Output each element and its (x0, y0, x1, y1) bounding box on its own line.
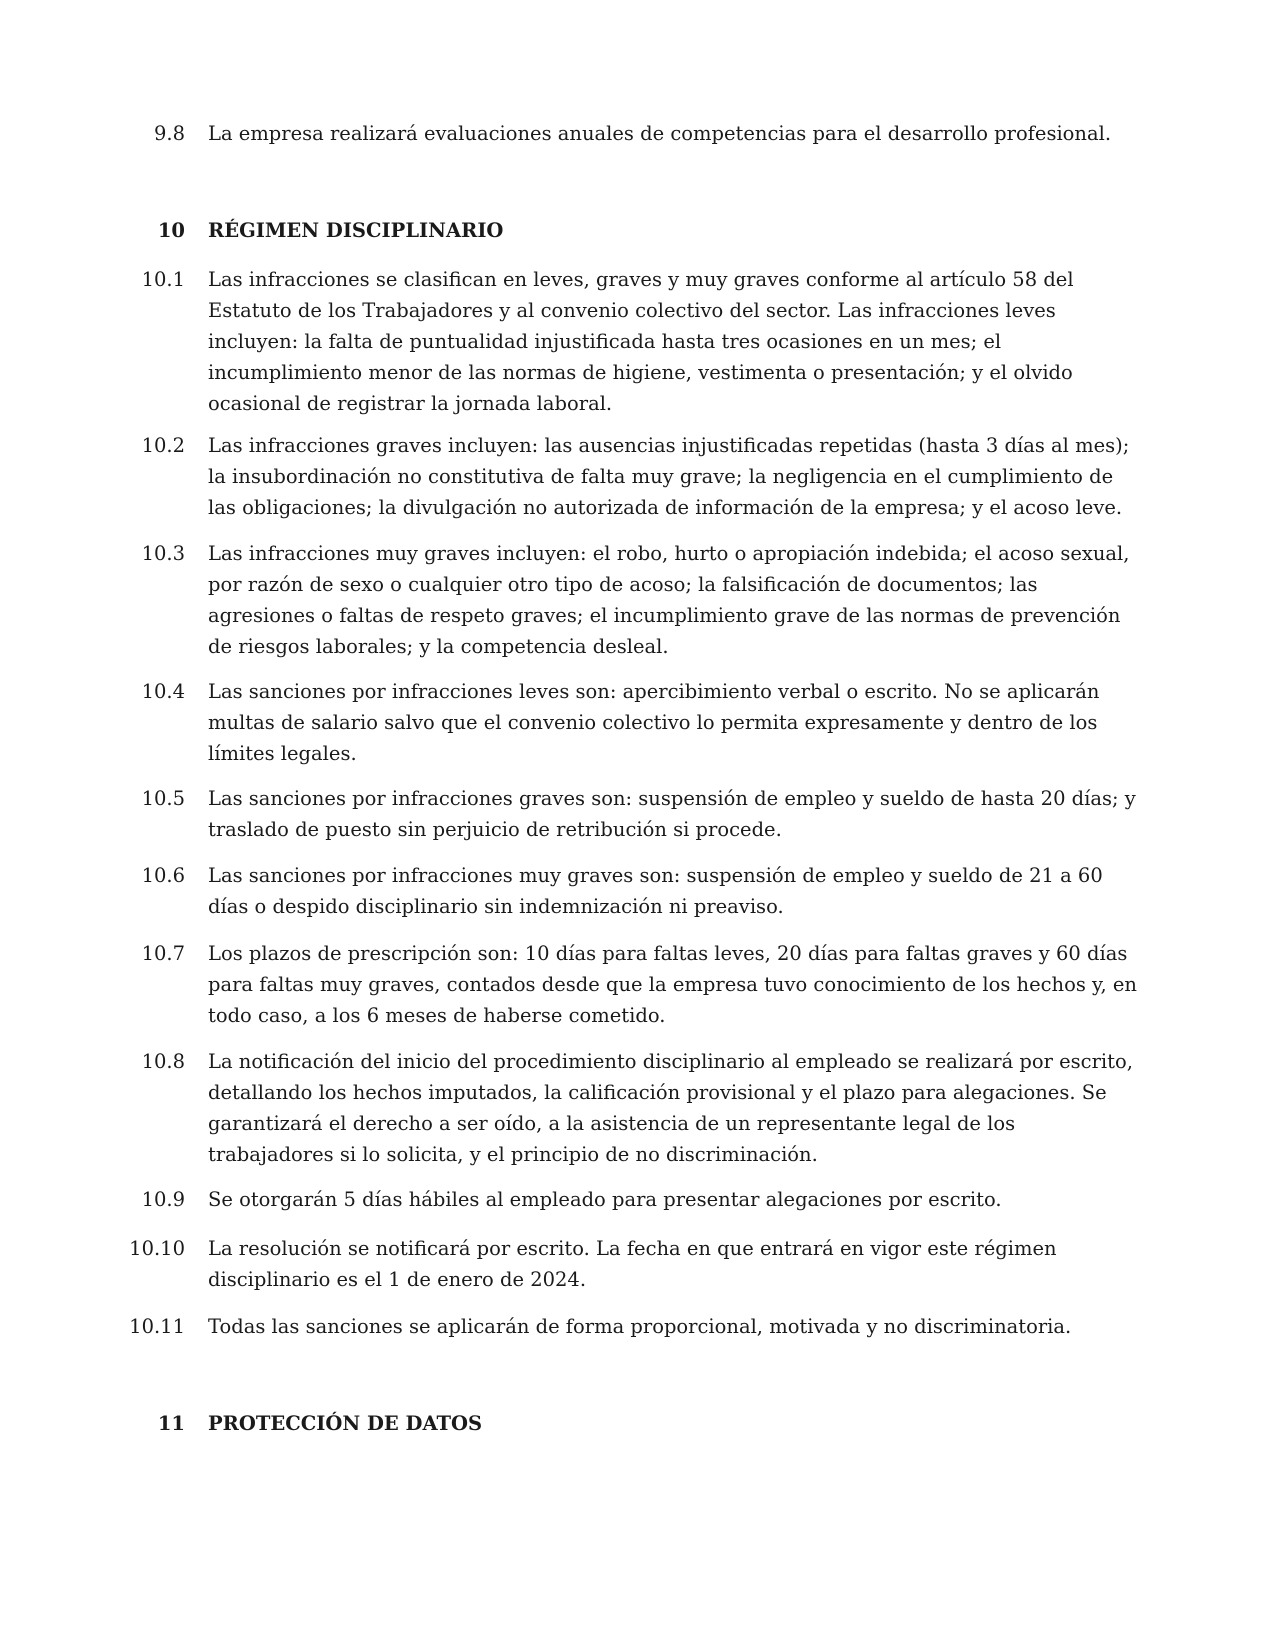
clause-text: La notificación del inicio del procedimiento disciplinario al empleado se realizará por escrito, detallando los hechos imputados, la calificación provisional y el plazo para alegaciones. Se garantizará el derecho a ser oído, a la asistencia de un representante legal de los trabajadores si lo solicita, y el principio de no discriminación. (208, 1050, 1133, 1166)
clause-number: 10.6 (141, 864, 185, 887)
clause-number: 10.4 (141, 680, 185, 703)
clause-number: 10.7 (141, 942, 185, 965)
clause-text: Las infracciones se clasifican en leves, graves y muy graves conforme al artículo 58 del Estatuto de los Trabajadores y al convenio colectivo del sector. Las infracciones leves incluyen: la falta de puntualidad injustificada hasta tres ocasiones en un mes; el incumplimiento menor de las normas de higiene, vestimenta o presentación; y el olvido ocasional de registrar la jornada laboral. (208, 268, 1074, 415)
clause-number: 10.3 (141, 542, 185, 565)
clause-text: Las sanciones por infracciones graves son: suspensión de empleo y sueldo de hasta 20 días; y traslado de puesto sin perjuicio de retribución si procede. (208, 787, 1136, 841)
clause-text: Las sanciones por infracciones leves son: apercibimiento verbal o escrito. No se aplicarán multas de salario salvo que el convenio colectivo lo permita expresamente y dentro de los límites legales. (208, 680, 1100, 765)
clause-number: 10.10 (129, 1237, 185, 1260)
clause-text: Todas las sanciones se aplicarán de forma proporcional, motivada y no discriminatoria. (208, 1315, 1072, 1338)
clause-text: Los plazos de prescripción son: 10 días para faltas leves, 20 días para faltas graves y 60 días para faltas muy graves, contados desde que la empresa tuvo conocimiento de los hechos y, en todo caso, a los 6 meses de haberse cometido. (208, 942, 1137, 1027)
clause-number: 10.8 (141, 1050, 185, 1073)
clause-text: Se otorgarán 5 días hábiles al empleado para presentar alegaciones por escrito. (208, 1188, 1002, 1211)
clause-text: La empresa realizará evaluaciones anuales de competencias para el desarrollo profesional. (208, 122, 1112, 145)
clause-number: 10.9 (141, 1188, 185, 1211)
clause-text: La resolución se notificará por escrito. La fecha en que entrará en vigor este régimen disciplinario es el 1 de enero de 2024. (208, 1237, 1057, 1291)
section-title: PROTECCIÓN DE DATOS (208, 1412, 483, 1435)
clause-number: 10.11 (129, 1315, 185, 1338)
section-title: RÉGIMEN DISCIPLINARIO (208, 219, 504, 242)
clause-text: Las infracciones muy graves incluyen: el robo, hurto o apropiación indebida; el acoso sexual, por razón de sexo o cualquier otro tipo de acoso; la falsificación de documentos; las agresiones o faltas de respeto graves; el incumplimiento grave de las normas de prevención de riesgos laborales; y la competencia desleal. (208, 542, 1130, 658)
section-number: 10 (157, 219, 185, 242)
clause-number: 9.8 (153, 122, 185, 145)
clause-number: 10.1 (141, 268, 185, 291)
clause-text: Las sanciones por infracciones muy graves son: suspensión de empleo y sueldo de 21 a 60 días o despido disciplinario sin indemnización ni preaviso. (208, 864, 1103, 918)
section-number: 11 (157, 1412, 185, 1435)
clause-number: 10.2 (141, 434, 185, 457)
clause-number: 10.5 (141, 787, 185, 810)
clause-text: Las infracciones graves incluyen: las ausencias injustificadas repetidas (hasta 3 días al mes); la insubordinación no constitutiva de falta muy grave; la negligencia en el cumplimiento de las obligaciones; la divulgación no autorizada de información de la empresa; y el acoso leve. (208, 434, 1130, 519)
